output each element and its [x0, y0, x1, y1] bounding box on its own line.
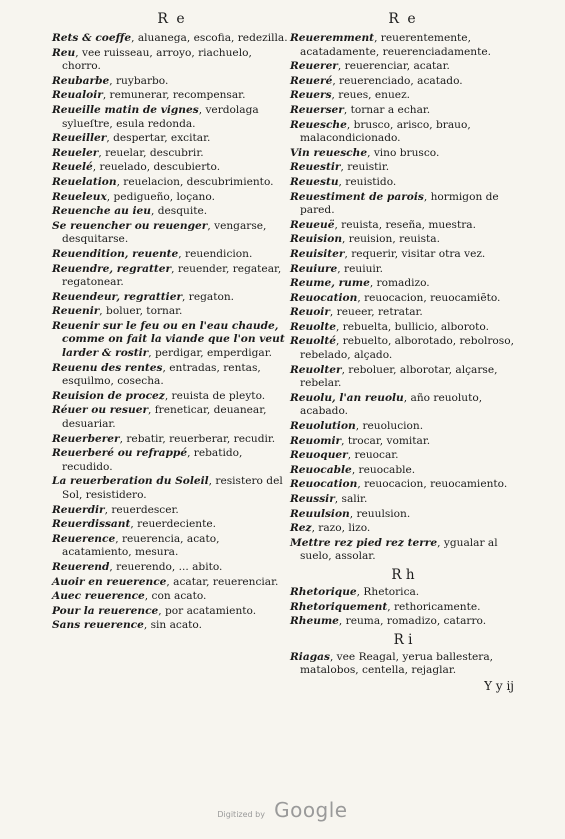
entry-definition: , Rhetorica. — [356, 585, 420, 598]
entry-headword: Reuestiment de parois — [290, 190, 424, 203]
dictionary-entry — [52, 433, 292, 447]
entry-definition: , reuulsion. — [349, 507, 411, 520]
entry-definition: , freneticar, deuanear, desuariar. — [62, 404, 267, 431]
entry-definition: , reuistido. — [338, 175, 397, 188]
dictionary-entry — [290, 449, 516, 463]
dictionary-entry — [52, 576, 292, 590]
entry-headword: Reuolte — [290, 320, 336, 333]
entry-headword: Reu — [52, 46, 76, 59]
entry-definition: , hormigon de pared. — [300, 190, 499, 217]
entry-definition: , verdolaga sylueſtre, esula redonda. — [62, 103, 259, 130]
entry-headword: Reuenche au ieu — [52, 205, 151, 218]
entry-headword: Reuestir — [290, 161, 341, 174]
entry-definition: , rebatir, reuerberar, recudir. — [119, 432, 276, 445]
entry-headword: Reueleux — [52, 190, 107, 203]
dictionary-entry — [290, 493, 516, 507]
dictionary-entry — [52, 561, 292, 575]
entry-definition: , acatar, reuerenciar. — [166, 575, 279, 588]
dictionary-entry — [290, 335, 516, 362]
dictionary-entry — [290, 651, 516, 678]
entry-headword: Reuelé — [52, 161, 93, 174]
entry-definition: , reuocacion, reuocamiento. — [357, 478, 508, 491]
entry-headword: Reuerser — [290, 103, 344, 116]
dictionary-entry — [52, 605, 292, 619]
watermark-prefix: Digitized by — [217, 810, 265, 819]
dictionary-entry — [290, 119, 516, 146]
entry-headword: Reuerer — [290, 60, 338, 73]
dictionary-entry — [290, 104, 516, 118]
entry-headword: Reuision de procez — [52, 389, 165, 402]
entry-definition: , resistero del Sol, resistidero. — [62, 475, 283, 501]
entry-definition: , vee ruisseau, arroyo, riachuelo, chorro. — [62, 46, 252, 73]
entry-definition: , reuerenciado, acatado. — [332, 74, 463, 87]
entry-definition: , reuocable. — [351, 463, 416, 476]
entry-definition: , reuolucion. — [355, 420, 424, 433]
entry-definition: , pedigueño, loçano. — [106, 190, 215, 203]
entry-definition: , reuiuir. — [337, 262, 384, 275]
entry-headword: La reuerberation du Soleil — [52, 475, 209, 488]
entry-headword: Reuerberer — [52, 432, 120, 445]
dictionary-entry — [52, 205, 292, 219]
entry-definition: , rebuelta, bullicio, alboroto. — [335, 320, 489, 333]
entry-headword: Reueuë — [290, 218, 335, 231]
entry-headword: Mettre rez pied rez terre — [290, 536, 438, 549]
entry-headword: Reuocable — [290, 463, 352, 476]
entry-definition: , rethoricamente. — [387, 600, 481, 613]
dictionary-entry — [52, 32, 292, 46]
entry-headword: Reueremment — [290, 32, 375, 44]
entry-definition: , requerir, visitar otra vez. — [344, 247, 486, 260]
entry-headword: Reuendition, reuente — [52, 247, 179, 260]
entry-headword: Reuerberé ou refrappé — [52, 447, 188, 460]
ri-entries — [290, 651, 516, 678]
entry-definition: , vee Reagal, yerua ballestera, matalobos, centella, rejaglar. — [300, 650, 494, 677]
dictionary-entry — [52, 404, 292, 431]
entry-definition: , despertar, excitar. — [106, 132, 211, 145]
entry-headword: Reuolté — [290, 335, 336, 348]
entry-definition: , perdigar, emperdigar. — [148, 347, 272, 360]
entry-headword: Reuesche — [290, 118, 347, 131]
dictionary-entry — [52, 475, 292, 502]
dictionary-entry — [290, 60, 516, 74]
dictionary-entry — [290, 292, 516, 306]
dictionary-entry — [290, 420, 516, 434]
entry-definition: , sin acato. — [143, 619, 202, 632]
entry-definition: , reuelado, descubierto. — [92, 161, 221, 174]
dictionary-entry — [52, 176, 292, 190]
entry-definition: , reuerdeciente. — [130, 518, 216, 531]
entry-headword: Reuolution — [290, 420, 356, 433]
dictionary-entry — [290, 321, 516, 335]
dictionary-entry — [290, 75, 516, 89]
dictionary-entry — [290, 263, 516, 277]
entry-headword: Réuer ou resuer — [52, 404, 149, 417]
entry-definition: , reuocacion, reuocamiẽto. — [357, 291, 501, 304]
entry-headword: Auec reuerence — [52, 590, 145, 603]
dictionary-entry — [290, 248, 516, 262]
entry-headword: Reuerence — [52, 532, 116, 545]
entry-definition: , vino brusco. — [367, 146, 440, 159]
dictionary-entry — [52, 619, 292, 633]
section-heading-rh: R h — [391, 566, 415, 583]
entry-headword: Reuestu — [290, 175, 339, 188]
dictionary-entry — [290, 392, 516, 419]
entry-definition: , regaton. — [182, 290, 235, 303]
entry-definition: , aluanega, escofia, redezilla. — [131, 32, 288, 44]
dictionary-entry — [52, 161, 292, 175]
entry-headword: Reuomir — [290, 434, 342, 447]
entry-definition: , reuocar. — [347, 449, 399, 462]
entry-headword: Pour la reuerence — [52, 604, 159, 617]
entry-headword: Reume, rume — [290, 277, 370, 290]
dictionary-entry — [52, 132, 292, 146]
entry-definition: , romadizo. — [369, 277, 430, 290]
dictionary-entry — [52, 248, 292, 262]
entry-headword: Reuisiter — [290, 247, 345, 260]
entry-headword: Rhetoriquement — [290, 600, 388, 613]
dictionary-entry — [52, 147, 292, 161]
entry-headword: Reueler — [52, 146, 99, 159]
entry-headword: Reuocation — [290, 478, 358, 491]
dictionary-entry — [290, 537, 516, 564]
entry-headword: Reuolter — [290, 363, 342, 376]
entry-headword: Reuoir — [290, 306, 330, 319]
entry-headword: Reuenu des rentes — [52, 361, 163, 374]
dictionary-entry — [290, 191, 516, 218]
dictionary-entry — [52, 191, 292, 205]
entry-headword: Riagas — [290, 650, 330, 663]
entry-headword: Reussir — [290, 493, 335, 505]
entry-definition: , razo, lizo. — [311, 522, 371, 535]
entry-definition: , reuelar, descubrir. — [98, 146, 204, 159]
dictionary-entry — [290, 478, 516, 492]
entry-headword: Se reuencher ou reuenger — [52, 219, 208, 232]
dictionary-entry — [52, 533, 292, 560]
dictionary-entry — [52, 104, 292, 131]
entry-headword: Reubarbe — [52, 74, 110, 87]
dictionary-entry — [290, 601, 516, 615]
entry-headword: Reueiller — [52, 132, 107, 145]
entry-definition: , reuerdescer. — [104, 503, 179, 516]
watermark-brand-logo: Google — [274, 798, 348, 822]
dictionary-entry — [52, 263, 292, 290]
entry-definition: , boluer, tornar. — [99, 305, 183, 318]
entry-definition: , reuerentemente, acatadamente, reuerenciadamente. — [300, 32, 491, 58]
entry-definition: , reuista, reseña, muestra. — [334, 218, 476, 231]
entry-headword: Reueille matin de vignes — [52, 103, 199, 116]
entry-definition: , reuender, regatear, regatonear. — [62, 262, 282, 289]
entry-headword: Rez — [290, 522, 312, 535]
entry-definition: , rebatido, recudido. — [62, 447, 243, 473]
dictionary-entry — [52, 390, 292, 404]
left-entries — [52, 32, 292, 633]
entry-definition: , ruybarbo. — [109, 74, 169, 87]
right-entries — [290, 32, 516, 564]
entry-headword: Reuenir sur le feu ou en l'eau chaude, comme on fait la viande que l'on veut larder & rostir — [52, 319, 285, 360]
dictionary-entry — [52, 504, 292, 518]
entry-headword: Reuulsion — [290, 507, 350, 520]
dictionary-entry — [52, 305, 292, 319]
entry-definition: , reuision, reuista. — [342, 233, 440, 246]
entry-definition: , reuerenciar, acatar. — [337, 60, 450, 73]
entry-definition: , reuma, romadizo, catarro. — [338, 615, 487, 628]
dictionary-entry — [52, 362, 292, 389]
right-column — [290, 10, 516, 694]
entry-definition: , año reuoluto, acabado. — [300, 391, 483, 418]
dictionary-entry — [52, 220, 292, 247]
dictionary-entry — [52, 590, 292, 604]
entry-headword: Vin reuesche — [290, 146, 368, 159]
entry-definition: , reuelacion, descubrimiento. — [116, 175, 274, 188]
entry-headword: Rhetorique — [290, 585, 357, 598]
left-column — [52, 10, 292, 634]
digitized-watermark — [0, 798, 565, 822]
entry-headword: Reueré — [290, 74, 333, 87]
entry-definition: , por acatamiento. — [158, 604, 257, 617]
dictionary-entry — [290, 522, 516, 536]
dictionary-entry — [290, 508, 516, 522]
entry-definition: , reboluer, alborotar, alçarse, rebelar. — [300, 363, 498, 390]
entry-headword: Reuendre, regratter — [52, 262, 172, 275]
entry-headword: Reuelation — [52, 175, 117, 188]
dictionary-entry — [290, 586, 516, 600]
entry-headword: Reuiure — [290, 262, 338, 275]
entry-definition: , entradas, rentas, esquilmo, cosecha. — [62, 361, 261, 388]
entry-headword: Reuerdir — [52, 503, 105, 516]
entry-headword: Reuerend — [52, 560, 110, 573]
dictionary-entry — [290, 615, 516, 629]
entry-definition: , con acato. — [144, 590, 207, 603]
entry-definition: , reuerendo, ... abito. — [109, 560, 223, 573]
dictionary-entry — [290, 277, 516, 291]
dictionary-entry — [290, 364, 516, 391]
right-running-head: R e — [388, 11, 418, 27]
entry-definition: , remunerar, recompensar. — [102, 89, 246, 102]
entry-definition: , vengarse, desquitarse. — [62, 219, 267, 246]
dictionary-entry — [52, 518, 292, 532]
dictionary-entry — [52, 75, 292, 89]
entry-headword: Reuolu, l'an reuolu — [290, 391, 404, 404]
dictionary-entry — [290, 176, 516, 190]
entry-definition: , reuendicion. — [178, 247, 253, 260]
signature-mark: Y y ij — [484, 678, 514, 693]
entry-headword: Reuision — [290, 233, 343, 246]
dictionary-entry — [290, 233, 516, 247]
entry-headword: Auoir en reuerence — [52, 575, 167, 588]
entry-definition: , brusco, arisco, brauo, malacondicionado. — [300, 118, 471, 145]
entry-headword: Reuocation — [290, 291, 358, 304]
entry-definition: , trocar, vomitar. — [341, 434, 431, 447]
rh-entries — [290, 586, 516, 629]
entry-headword: Reuerdissant — [52, 518, 131, 531]
entry-headword: Reuers — [290, 89, 332, 102]
dictionary-entry — [290, 464, 516, 478]
entry-definition: , desquite. — [151, 205, 208, 218]
entry-definition: , reuistir. — [340, 161, 390, 174]
dictionary-entry — [290, 89, 516, 103]
entry-headword: Reuendeur, regrattier — [52, 290, 183, 303]
dictionary-entry — [52, 89, 292, 103]
dictionary-entry — [290, 435, 516, 449]
dictionary-entry — [52, 47, 292, 74]
entry-definition: , reuerencia, acato, acatamiento, mesura. — [62, 532, 220, 559]
entry-headword: Reuoquer — [290, 449, 348, 462]
entry-headword: Reuenir — [52, 305, 100, 318]
entry-definition: , reues, enuez. — [331, 89, 411, 102]
entry-headword: Sans reuerence — [52, 619, 144, 632]
left-running-head: R e — [157, 11, 187, 27]
dictionary-entry — [290, 161, 516, 175]
entry-headword: Reualoir — [52, 89, 103, 102]
dictionary-entry — [52, 447, 292, 474]
entry-definition: , reueer, retratar. — [329, 306, 423, 319]
entry-definition: , tornar a echar. — [343, 103, 431, 116]
entry-definition: , salir. — [334, 493, 368, 505]
entry-definition: , rebuelto, alborotado, rebolroso, rebelado, alçado. — [300, 335, 514, 362]
dictionary-entry — [290, 219, 516, 233]
dictionary-entry — [290, 32, 516, 59]
entry-definition: , ygualar al suelo, assolar. — [300, 536, 498, 563]
section-heading-ri: R i — [393, 631, 413, 648]
entry-headword: Rheume — [290, 615, 339, 628]
dictionary-entry — [52, 291, 292, 305]
entry-headword: Rets & coeffe — [52, 32, 132, 44]
dictionary-entry — [290, 306, 516, 320]
entry-definition: , reuista de pleyto. — [164, 389, 266, 402]
dictionary-entry — [290, 147, 516, 161]
dictionary-entry — [52, 320, 292, 361]
